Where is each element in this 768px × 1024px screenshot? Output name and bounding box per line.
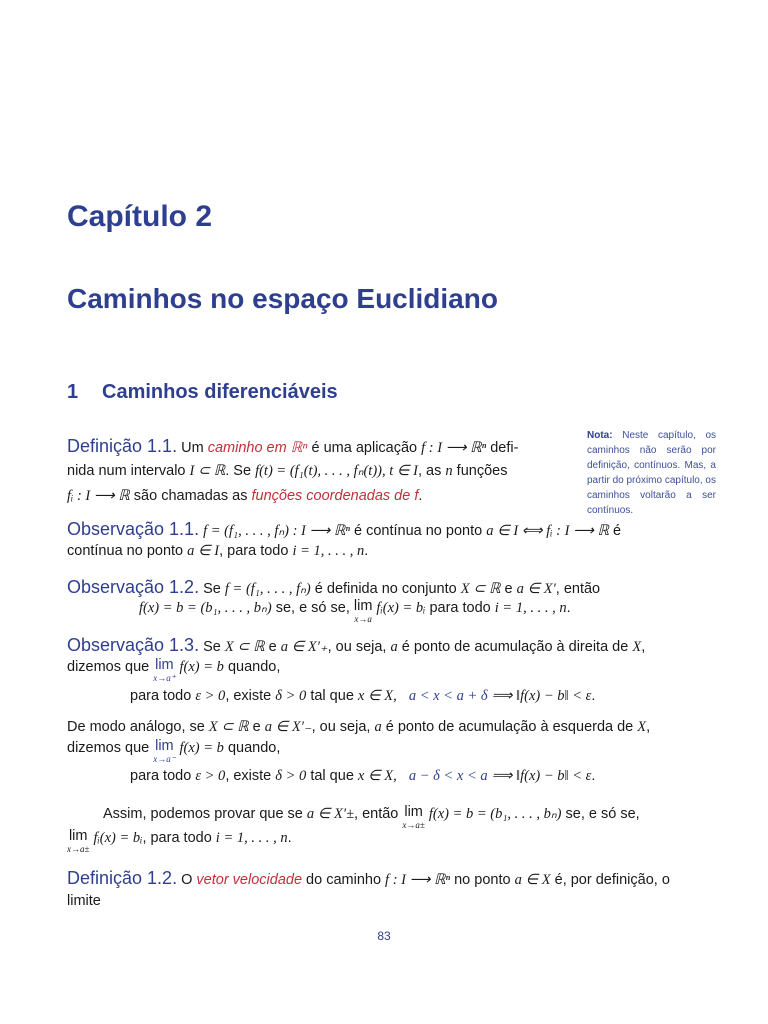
limit-operator: lim x→a⁺: [153, 657, 176, 683]
summary-line-1: Assim, podemos provar que se a ∈ X′±, então lim x→a± f(x) = b = (b₁, . . . , bₙ) se, e só se,: [103, 804, 640, 830]
defined-term: funções coordenadas de f: [251, 488, 419, 504]
observation-heading: Observação 1.2.: [67, 577, 200, 597]
definition-1-1-line-1: Definição 1.1. Um caminho em ℝⁿ é uma aplicação f : I ⟶ ℝⁿ defi-: [67, 436, 519, 456]
left-limit-line-2: dizemos que lim x→a⁻ f(x) = b quando,: [67, 738, 281, 764]
observation-1-3-line-1: Observação 1.3. Se X ⊂ ℝ e a ∈ X′₊, ou seja, a é ponto de acumulação à direita de X,: [67, 635, 646, 655]
margin-note: [587, 428, 716, 518]
observation-heading: Observação 1.3.: [67, 635, 200, 655]
definition-1-2-line-2: limite: [67, 893, 101, 909]
definition-1-1-line-3: fᵢ : I ⟶ ℝ são chamadas as funções coordenadas de f.: [67, 488, 423, 504]
section-title: Caminhos diferenciáveis: [102, 381, 338, 403]
chapter-title: Caminhos no espaço Euclidiano: [67, 283, 498, 314]
summary-line-2: lim x→a± fᵢ(x) = bᵢ, para todo i = 1, . . . , n.: [67, 828, 292, 854]
definition-heading: Definição 1.2.: [67, 868, 178, 888]
limit-operator: lim x→a±: [67, 828, 90, 854]
definition-heading: Definição 1.1.: [67, 436, 178, 456]
observation-1-3-line-2: dizemos que lim x→a⁺ f(x) = b quando,: [67, 657, 281, 683]
limit-operator: lim x→a: [353, 598, 373, 624]
observation-1-1-line-1: Observação 1.1. f = (f₁, . . . , fₙ) : I ⟶ ℝⁿ é contínua no ponto a ∈ I ⟺ fᵢ : I ⟶ ℝ é: [67, 519, 622, 539]
left-limit-line-3: para todo ε > 0, existe δ > 0 tal que x ∈ X, a − δ < x < a ⟹ ‖f(x) − b‖ < ε.: [130, 768, 596, 784]
observation-heading: Observação 1.1.: [67, 519, 200, 539]
defined-term: vetor velocidade: [196, 872, 303, 888]
observation-1-1-line-2: contínua no ponto a ∈ I, para todo i = 1, . . . , n.: [67, 543, 369, 559]
observation-1-3-line-3: para todo ε > 0, existe δ > 0 tal que x ∈ X, a < x < a + δ ⟹ ‖f(x) − b‖ < ε.: [130, 688, 596, 704]
definition-1-1-line-2: nida num intervalo I ⊂ ℝ. Se f(t) = (f₁(t), . . . , fₙ(t)), t ∈ I, as n funções: [67, 463, 508, 479]
section-number: 1: [67, 381, 79, 403]
margin-note-label: Nota:: [587, 430, 613, 441]
definition-1-2-line-1: Definição 1.2. O vetor velocidade do caminho f : I ⟶ ℝⁿ no ponto a ∈ X é, por definição, o: [67, 868, 670, 888]
observation-1-2-line-2: f(x) = b = (b₁, . . . , bₙ) se, e só se, lim x→a fᵢ(x) = bᵢ para todo i = 1, . . . , n.: [139, 598, 571, 624]
defined-term: caminho em ℝⁿ: [207, 440, 308, 456]
left-limit-line-1: De modo análogo, se X ⊂ ℝ e a ∈ X′₋, ou seja, a é ponto de acumulação à esquerda de X,: [67, 719, 651, 735]
section-heading: [67, 381, 338, 404]
margin-note-text: Neste capítulo, os caminhos não serão por definição, contínuos. Mas, a partir do próximo capítulo, os caminhos voltarão a ser contínuos.: [587, 430, 717, 516]
limit-operator: lim x→a±: [402, 804, 425, 830]
chapter-label: Capítulo 2: [67, 200, 213, 233]
observation-1-2-line-1: Observação 1.2. Se f = (f₁, . . . , fₙ) é definida no conjunto X ⊂ ℝ e a ∈ X′, então: [67, 577, 601, 597]
page-number: 83: [377, 929, 391, 943]
limit-operator: lim x→a⁻: [153, 738, 176, 764]
